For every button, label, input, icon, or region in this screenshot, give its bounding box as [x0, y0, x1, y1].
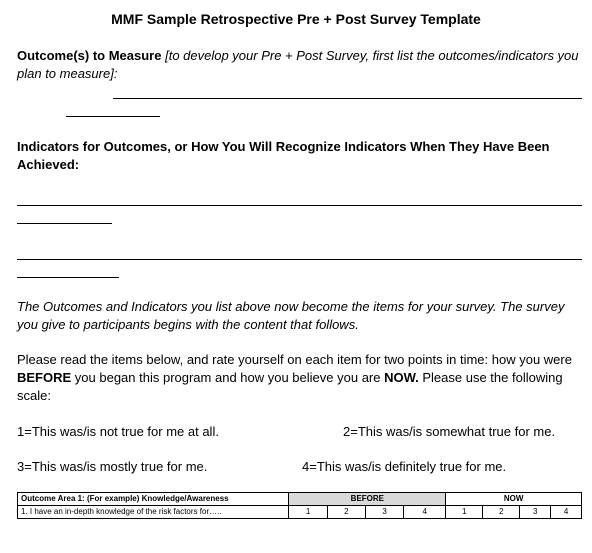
indicator-answer-line-4[interactable]: [17, 277, 119, 278]
outcomes-paragraph: [17, 47, 583, 83]
survey-item-1: 1. I have an in-depth knowledge of the risk factors for…..: [18, 506, 289, 519]
indicator-answer-line-2[interactable]: [17, 223, 112, 224]
outcome-answer-line-1[interactable]: [113, 98, 582, 99]
before-column-header: BEFORE: [289, 493, 446, 506]
outcomes-instruction: [to develop your Pre + Post Survey, first list the outcomes/indicators you plan to measure]:: [17, 48, 579, 81]
indicators-heading: Indicators for Outcomes, or How You Will Recognize Indicators When They Have Been Achieved:: [17, 139, 550, 172]
scale-3: 3=This was/is mostly true for me.: [17, 459, 208, 474]
before-rating-3[interactable]: 3: [365, 506, 403, 519]
table-header-row: [18, 493, 582, 506]
outcomes-label: Outcome(s) to Measure: [17, 48, 162, 63]
indicator-answer-line-3[interactable]: [17, 259, 582, 260]
instructions-text-2: you began this program and how you believe you are: [71, 370, 385, 385]
instructions-text-3: Please use the following scale:: [17, 370, 563, 403]
before-rating-2[interactable]: 2: [327, 506, 365, 519]
instructions-text-1: Please read the items below, and rate yourself on each item for two points in time: how you were: [17, 352, 572, 367]
before-rating-4[interactable]: 4: [404, 506, 446, 519]
scale-2: 2=This was/is somewhat true for me.: [343, 424, 556, 439]
indicator-answer-line-1[interactable]: [17, 205, 582, 206]
instructions-now: NOW.: [384, 370, 419, 385]
instructions-before: BEFORE: [17, 370, 72, 385]
transition-paragraph: The Outcomes and Indicators you list above now become the items for your survey. The survey you give to participants begins with the content that follows.: [17, 299, 565, 332]
now-rating-2[interactable]: 2: [483, 506, 520, 519]
now-rating-1[interactable]: 1: [446, 506, 483, 519]
instructions-paragraph: [17, 351, 583, 405]
now-rating-4[interactable]: 4: [551, 506, 582, 519]
now-rating-3[interactable]: 3: [520, 506, 551, 519]
document-title: MMF Sample Retrospective Pre + Post Survey Template: [111, 11, 481, 27]
outcome-answer-line-2[interactable]: [66, 116, 160, 117]
table-row: [18, 506, 582, 519]
outcome-area-header: Outcome Area 1: (For example) Knowledge/Awareness: [18, 493, 289, 506]
scale-4: 4=This was/is definitely true for me.: [302, 459, 507, 474]
survey-table: [17, 492, 582, 519]
scale-1: 1=This was/is not true for me at all.: [17, 424, 219, 439]
before-rating-1[interactable]: 1: [289, 506, 327, 519]
now-column-header: NOW: [446, 493, 582, 506]
